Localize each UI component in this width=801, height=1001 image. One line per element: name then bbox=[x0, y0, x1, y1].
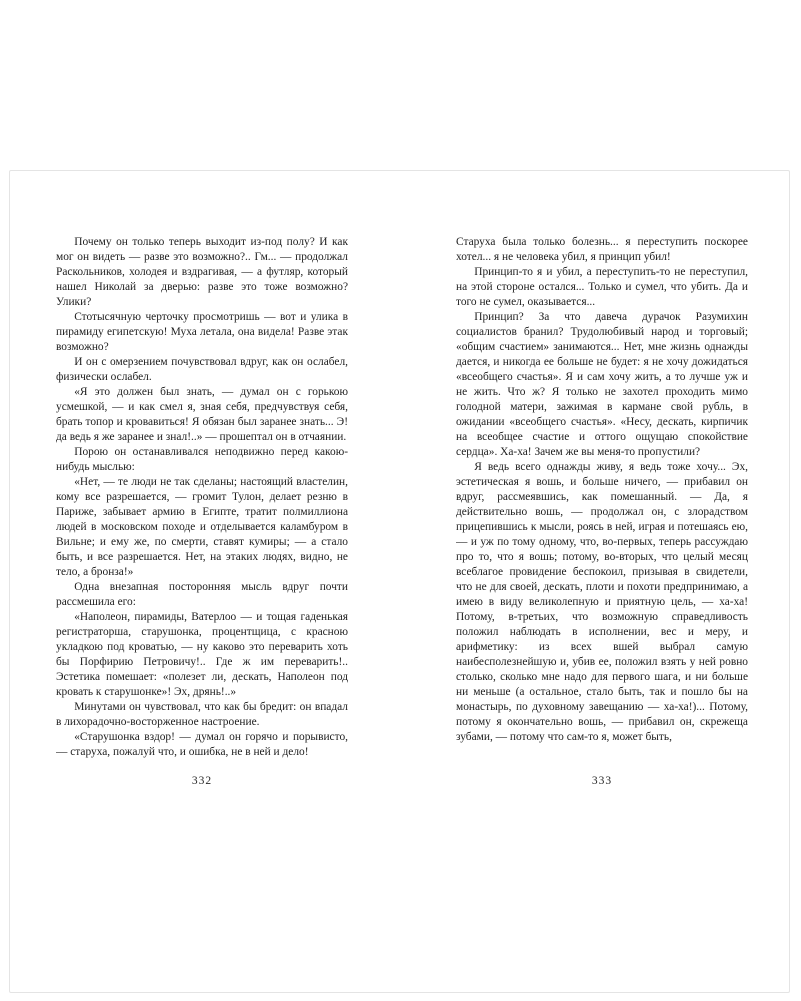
paragraph: Одна внезапная посторонняя мысль вдруг почти рассмешила его: bbox=[56, 581, 348, 608]
page-number-left: 332 bbox=[191, 775, 213, 787]
paragraph: Принцип-то я и убил, а переступить-то не переступил, на этой стороне остался... Только и сумел, что убить. Да и того не сумел, оказывается... bbox=[456, 266, 748, 308]
paragraph: Принцип? За что давеча дурачок Разумихин социалистов бранил? Трудолюбивый народ и торговый; «общим счастием» занимаются... Нет, мне жизнь однажды дается, и никогда ее больше не будет: я не хочу дожидаться «всеобщего счастья». Я и сам хочу жить, а то лучше уж и не жить. Что ж? Я только не захотел проходить мимо голодной матери, зажимая в кармане свой рубль, в ожидании «всеобщего счастья». «Несу, дескать, кирпичик на всеобщее счастие и оттого ощущаю спокойствие сердца». Ха-ха! Зачем же вы меня-то пропустили? bbox=[456, 311, 748, 458]
paragraph: «Нет, — те люди не так сделаны; настоящий властелин, кому все разрешается, — громит Тулон, делает резню в Париже, забывает армию в Египте, тратит полмиллиона людей в московском походе и отделывается каламбуром в Вильне; и ему же, по смерти, ставят кумиры; — а стало быть, и все разрешается. Нет, на этаких людях, видно, не тело, а бронза!» bbox=[56, 476, 348, 578]
paragraph: «Я это должен был знать, — думал он с горькою усмешкой, — и как смел я, зная себя, предчувствуя себя, брать топор и кровавиться! Я обязан был заранее знать... Э! да ведь я же заранее и знал!..» — прошептал он в отчаянии. bbox=[56, 386, 348, 443]
page-right-text-block bbox=[456, 235, 748, 767]
page-left-text-block bbox=[56, 235, 348, 767]
paragraph: «Наполеон, пирамиды, Ватерлоо — и тощая гаденькая регистраторша, старушонка, процентщица, с красною укладкою под кроватью, — ну каково это переварить хоть бы Порфирию Петровичу!.. Где ж им переварить!.. Эстетика помешает: «полезет ли, дескать, Наполеон под кровать к старушонке»! Эх, дрянь!..» bbox=[56, 611, 348, 698]
paragraph: Стотысячную черточку просмотришь — вот и улика в пирамиду египетскую! Муха летала, она видела! Разве этак возможно? bbox=[56, 311, 348, 353]
page-left bbox=[10, 171, 400, 992]
paragraph: Порою он останавливался неподвижно перед какою-нибудь мыслью: bbox=[56, 446, 348, 473]
page-number-right: 333 bbox=[591, 775, 613, 787]
paragraph: Минутами он чувствовал, что как бы бредит: он впадал в лихорадочно-восторженное настроение. bbox=[56, 701, 348, 728]
paragraph: «Старушонка вздор! — думал он горячо и порывисто, — старуха, пожалуй что, и ошибка, не в ней и дело! bbox=[56, 731, 348, 758]
paragraph: Почему он только теперь выходит из-под полу? И как мог он видеть — разве это возможно?.. Гм... — продолжал Раскольников, холодея и вздрагивая, — а футляр, который нашел Николай за дверью: разве это тоже возможно? Улики? bbox=[56, 236, 348, 308]
page-right bbox=[401, 171, 791, 992]
paragraph: Старуха была только болезнь... я переступить поскорее хотел... я не человека убил, я принцип убил! bbox=[456, 236, 748, 263]
paragraph: И он с омерзением почувствовал вдруг, как он ослабел, физически ослабел. bbox=[56, 356, 348, 383]
paragraph: Я ведь всего однажды живу, я ведь тоже хочу... Эх, эстетическая я вошь, и больше ничего, — прибавил он вдруг, рассмеявшись, как помешанный. — Да, я действительно вошь, — продолжал он, с злорадством прицепившись к мысли, роясь в ней, играя и потешаясь ею, — и уж по тому одному, что, во-первых, теперь рассуждаю про то, что я вошь; потому, во-вторых, что целый месяц всеблагое провидение беспокоил, призывая в свидетели, что не для своей, дескать, плоти и похоти предпринимаю, а имею в виду великолепную и приятную цель, — ха-ха! Потому, в-третьих, что возможную справедливость положил наблюдать в исполнении, вес и меру, и арифметику: из всех вшей выбрал самую наибесполезнейшую и, убив ее, положил взять у ней ровно столько, сколько мне надо для первого шага, и ни больше ни меньше (а остальное, стало быть, так и пошло бы на монастырь, по духовному завещанию — ха-ха!)... Потому, потому я окончательно вошь, — прибавил он, скрежеща зубами, — потому что сам-то я, может быть, bbox=[456, 461, 748, 743]
book-spread bbox=[9, 170, 790, 993]
